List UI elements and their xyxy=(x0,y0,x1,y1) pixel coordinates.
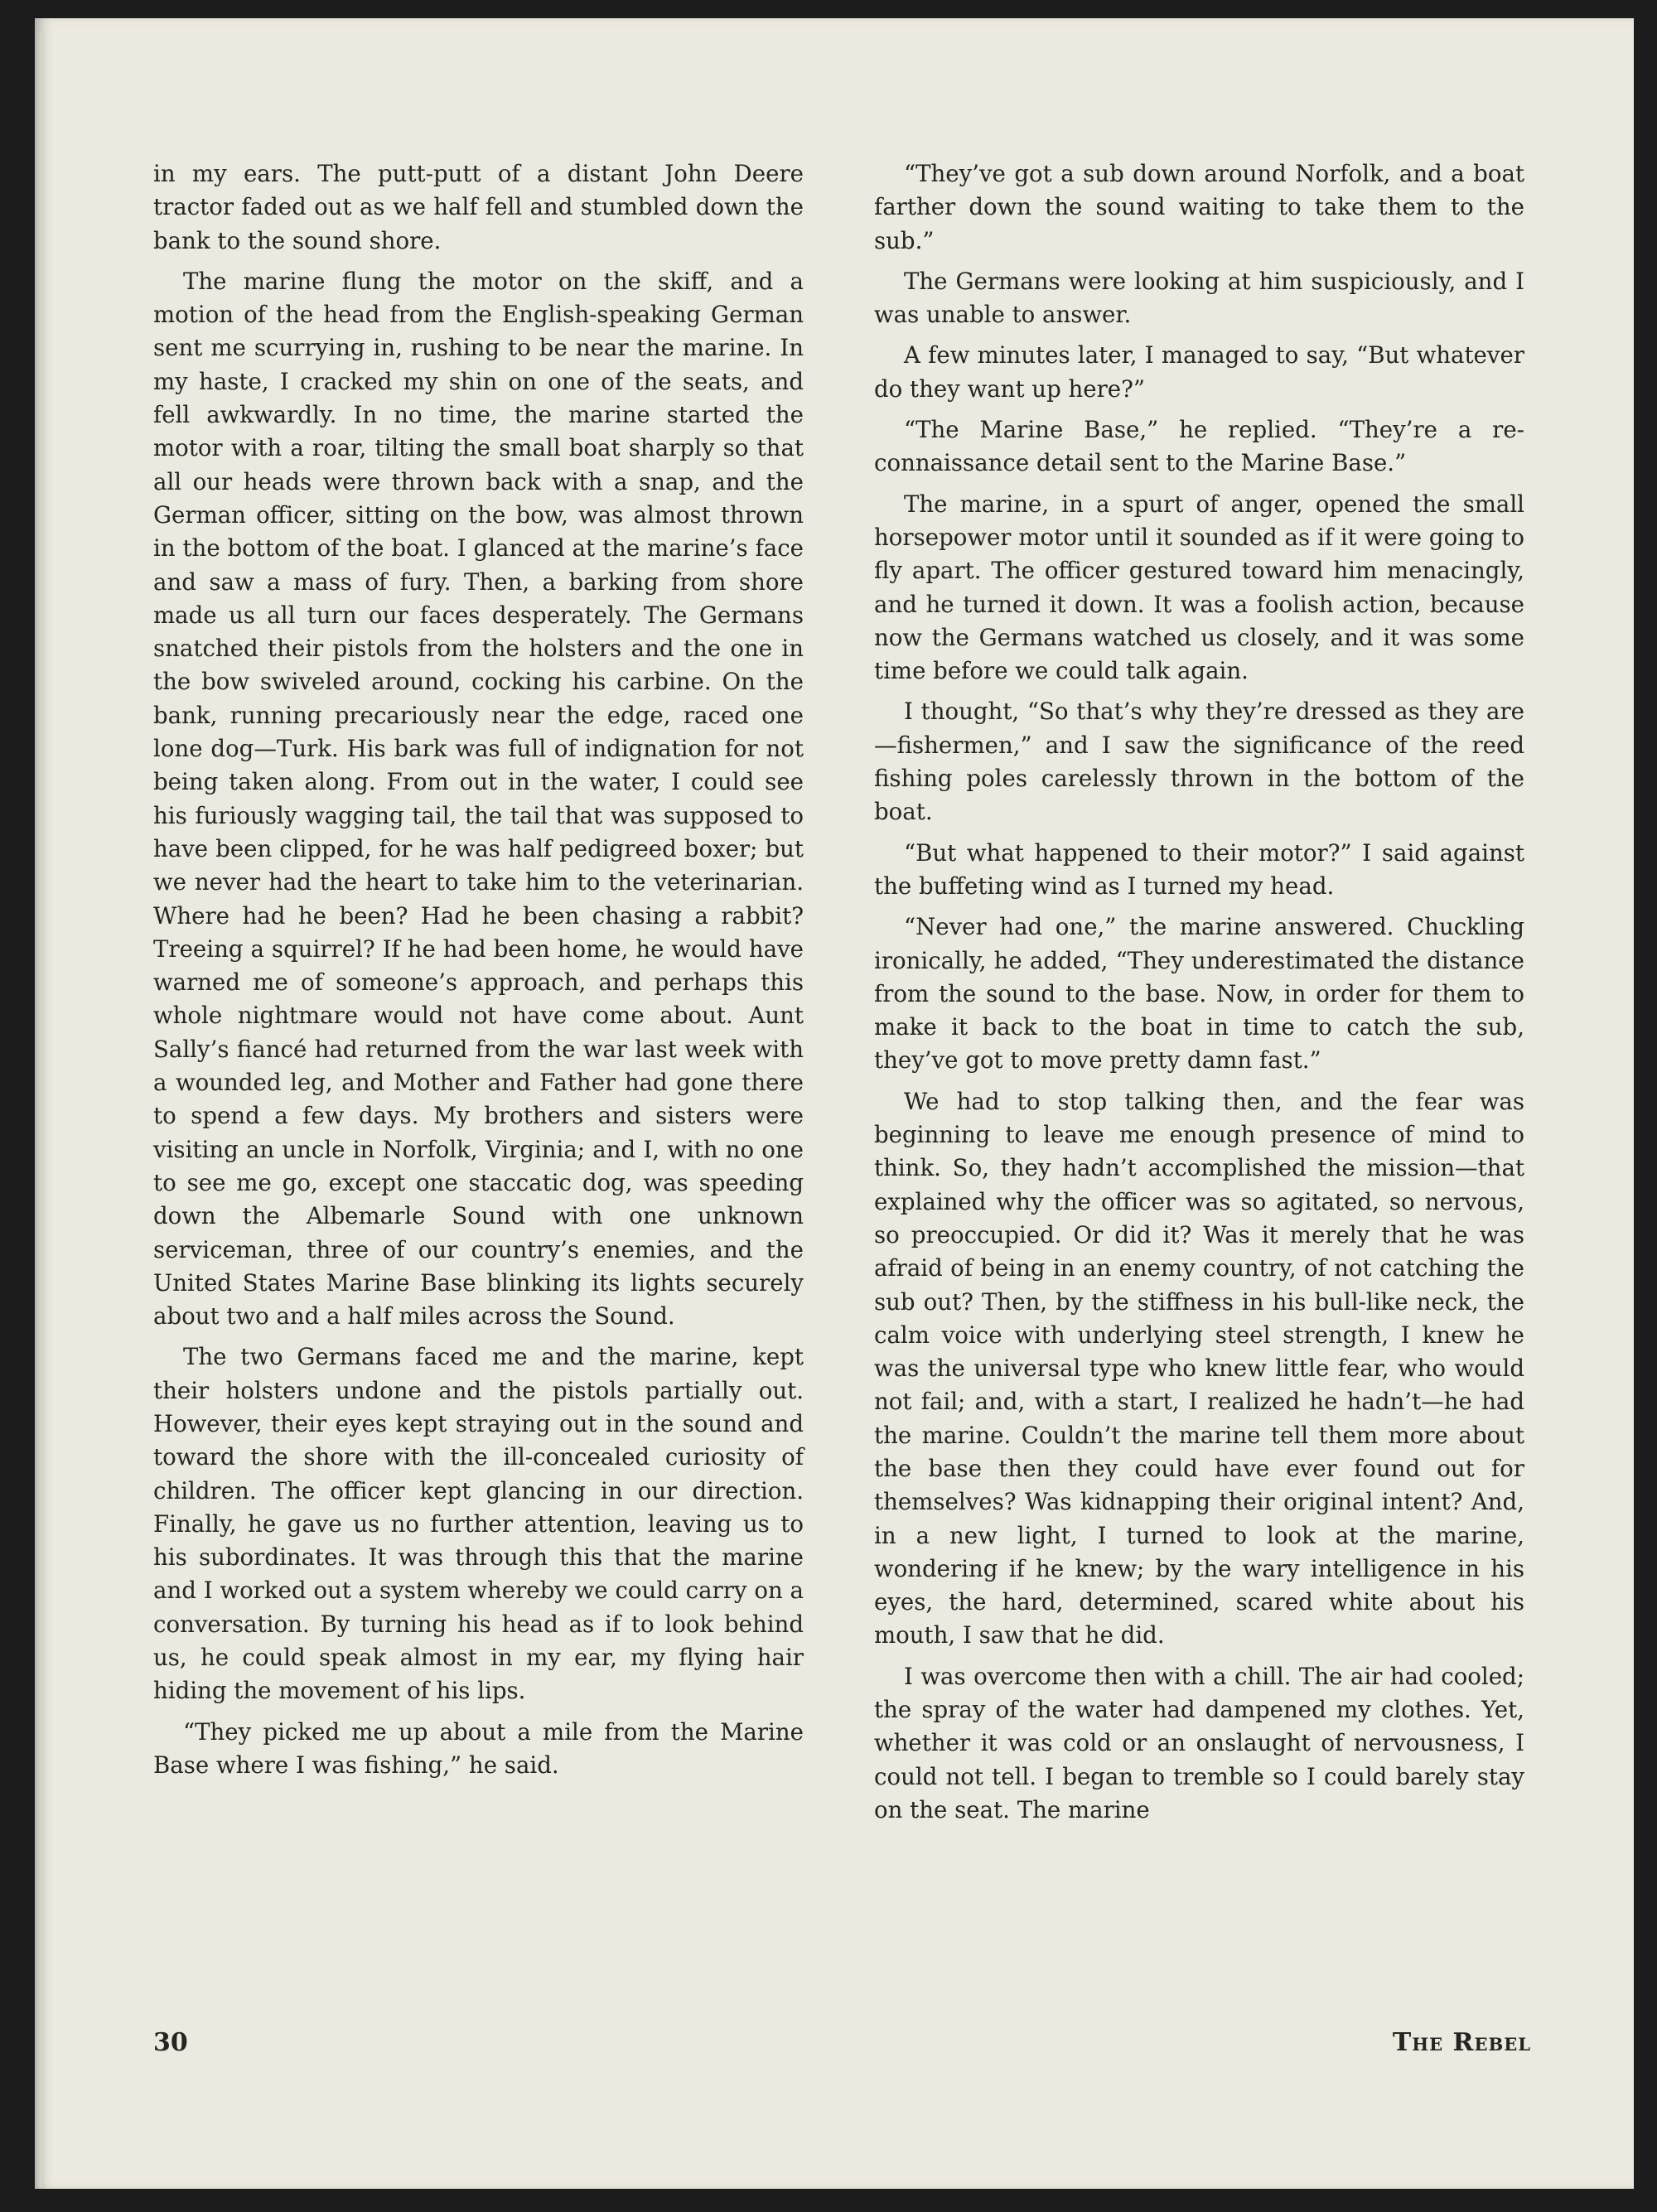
running-title: The Rebel xyxy=(1392,2028,1531,2057)
paragraph: We had to stop talking then, and the fear was beginning to leave me enough presence of mind to think. So, they hadn’t accomplished the mission—that explained why the officer was so agitated, so nervous, so preoccupied. Or did it? Was it merely that he was afraid of being in an enemy country, of not catching the sub out? Then, by the stiffness in his bull-like neck, the calm voice with underlying steel strength, I knew he was the universal type who knew little fear, who would not fail; and, with a start, I realized he hadn’t—he had the marine. Couldn’t the marine tell them more about the base then they could have ever found out for themselves? Was kidnapping their original intent? And, in a new light, I turned to look at the marine, wondering if he knew; by the wary intelligence in his eyes, the hard, determined, scared white about his mouth, I saw that he did. xyxy=(874,1087,1524,1649)
paragraph: I was overcome then with a chill. The air had cooled; the spray of the water had dampened my clothes. Yet, whether it was cold or an onslaught of nervousness, I could not tell. I began to tremble so I could barely stay on the seat. The marine xyxy=(874,1662,1524,1823)
paragraph: The two Germans faced me and the marine, kept their holsters undone and the pistols partially out. However, their eyes kept straying out in the sound and toward the shore with the ill-concealed curiosity of children. The officer kept glancing in our direction. Finally, he gave us no further attention, leaving us to his subordinates. It was through this that the marine and I worked out a system whereby we could carry on a conversation. By turning his head as if to look behind us, he could speak almost in my ear, my flying hair hiding the movement of his lips. xyxy=(153,1343,804,1705)
paragraph: The Germans were looking at him suspiciously, and I was unable to answer. xyxy=(874,267,1524,329)
left-text-column xyxy=(153,157,804,1789)
paragraph: I thought, “So that’s why they’re dressed as they are—fishermen,” and I saw the significance of the reed fishing poles carelessly thrown in the bottom of the boat. xyxy=(874,698,1524,826)
paragraph: The marine, in a spurt of anger, opened the small horsepower motor until it sounded as if it were going to fly apart. The officer gestured toward him menacingly, and he turned it down. It was a foolish action, because now the Germans watched us closely, and it was some time before we could talk again. xyxy=(874,490,1524,685)
page-number: 30 xyxy=(153,2028,188,2057)
paragraph: “The Marine Base,” he replied. “They’re a reconnaissance detail sent to the Marine Base.” xyxy=(874,416,1524,477)
paragraph: “But what happened to their motor?” I said against the buffeting wind as I turned my head. xyxy=(874,838,1524,900)
paragraph: The marine flung the motor on the skiff, and a motion of the head from the English-speaking German sent me scurrying in, rushing to be near the marine. In my haste, I cracked my shin on one of the seats, and fell awkwardly. In no time, the marine started the motor with a roar, tilting the small boat sharply so that all our heads were thrown back with a snap, and the German officer, sitting on the bow, was almost thrown in the bottom of the boat. I glanced at the marine’s face and saw a mass of fury. Then, a barking from shore made us all turn our faces desperately. The Germans snatched their pistols from the holsters and the one in the bow swiveled around, cocking his carbine. On the bank, running precariously near the edge, raced one lone dog—Turk. His bark was full of indignation for not being taken along. From out in the water, I could see his furiously wagging tail, the tail that was supposed to have been clipped, for he was half pedigreed boxer; but we never had the heart to take him to the veterinarian. Where had he been? Had he been chasing a rabbit? Treeing a squirrel? If he had been home, he would have warned me of someone’s approach, and perhaps this whole nightmare would not have come about. Aunt Sally’s fiancé had returned from the war last week with a wounded leg, and Mother and Father had gone there to spend a few days. My brothers and sisters were visiting an uncle in Norfolk, Virginia; and I, with no one to see me go, except one staccatic dog, was speeding down the Albemarle Sound with one unknown serviceman, three of our country’s enemies, and the United States Marine Base blinking its lights securely about two and a half miles across the Sound. xyxy=(153,267,804,1331)
paragraph: “Never had one,” the marine answered. Chuckling ironically, he added, “They underestimated the distance from the sound to the base. Now, in order for them to make it back to the boat in time to catch the sub, they’ve got to move pretty damn fast.” xyxy=(874,913,1524,1075)
paragraph: in my ears. The putt-putt of a distant John Deere tractor faded out as we half fell and stumbled down the bank to the sound shore. xyxy=(153,160,804,254)
paragraph: A few minutes later, I managed to say, “But whatever do they want up here?” xyxy=(874,341,1524,403)
paragraph: “They picked me up about a mile from the Marine Base where I was fishing,” he said. xyxy=(153,1717,804,1779)
paragraph: “They’ve got a sub down around Norfolk, and a boat farther down the sound waiting to take them to the sub.” xyxy=(874,160,1524,254)
page-binding-edge xyxy=(35,33,41,2187)
right-text-column xyxy=(874,157,1524,1834)
